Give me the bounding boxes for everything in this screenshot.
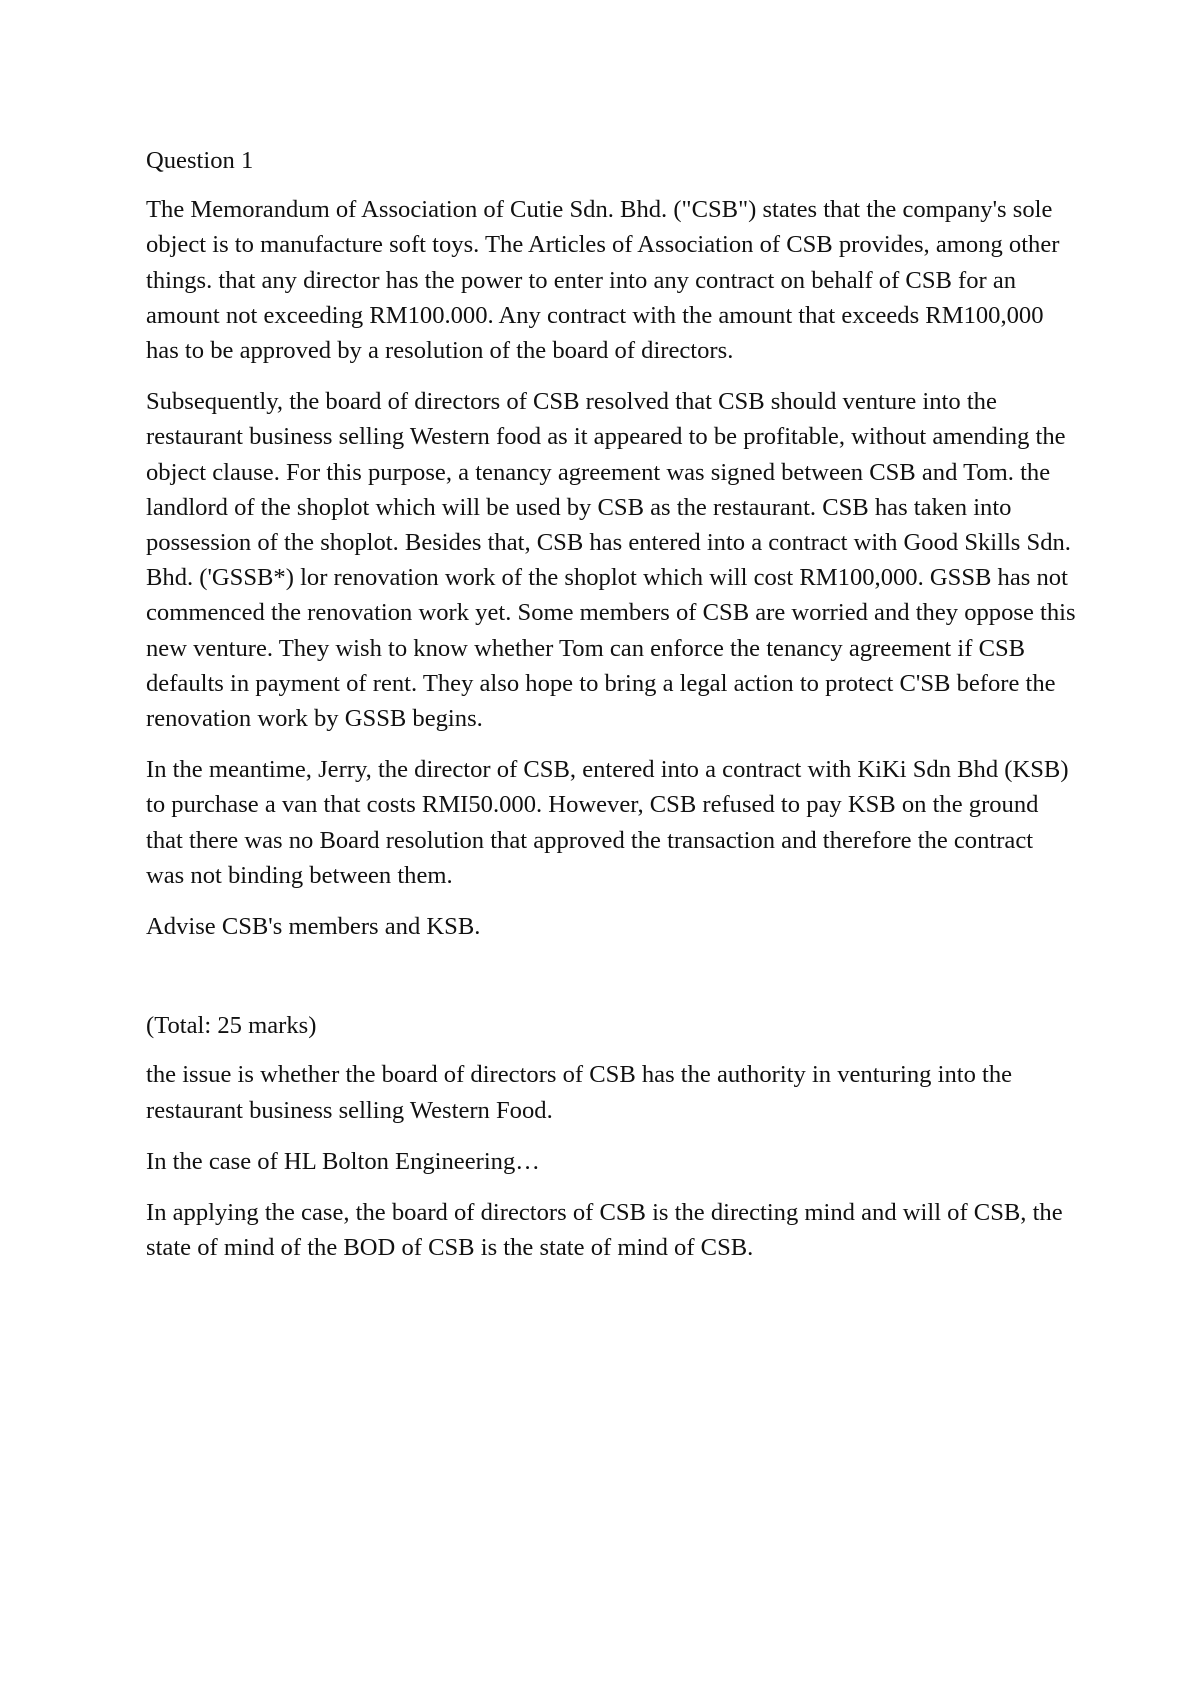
question-paragraph-restaurant-venture: Subsequently, the board of directors of CSB resolved that CSB should venture into the restaurant business selling Western food as it appeared to be profitable, without amending the object clause. For this purpose, a tenancy agreement was signed between CSB and Tom. the landlord of the shoplot which will be used by CSB as the restaurant. CSB has taken into possession of the shoplot. Besides that, CSB has entered into a contract with Good Skills Sdn. Bhd. ('GSSB*) lor renovation work of the shoplot which will cost RM100,000. GSSB has not commenced the renovation work yet. Some members of CSB are worried and they oppose this new venture. They wish to know whether Tom can enforce the tenancy agreement if CSB defaults in payment of rent. They also hope to bring a legal action to protect C'SB before the renovation work by GSSB begins.: [146, 388, 1076, 733]
question-paragraph-van-contract: In the meantime, Jerry, the director of CSB, entered into a contract with KiKi Sdn Bhd (KSB) to purchase a van that costs RMI50.000. However, CSB refused to pay KSB on the ground that there was no Board resolution that approved the transaction and therefore the contract was not binding between them.: [146, 756, 1069, 889]
answer-paragraph-application: In applying the case, the board of directors of CSB is the directing mind and will of CSB, the state of mind of the BOD of CSB is the state of mind of CSB.: [146, 1199, 1063, 1262]
question-paragraph-memorandum: The Memorandum of Association of Cutie Sdn. Bhd. ("CSB") states that the company's sole object is to manufacture soft toys. The Articles of Association of CSB provides, among other things. that any director has the power to enter into any contract on behalf of CSB for an amount not exceeding RM100.000. Any contract with the amount that exceeds RM100,000 has to be approved by a resolution of the board of directors.: [146, 196, 1060, 365]
answer-paragraph-issue: the issue is whether the board of directors of CSB has the authority in venturing into the restaurant business selling Western Food.: [146, 1061, 1013, 1124]
total-marks: (Total: 25 marks): [146, 1012, 317, 1040]
question-instruction: Advise CSB's members and KSB.: [146, 913, 481, 941]
question-heading: Question 1: [146, 147, 254, 174]
answer-paragraph-case: In the case of HL Bolton Engineering…: [146, 1147, 540, 1175]
document-body: [146, 143, 1076, 1281]
